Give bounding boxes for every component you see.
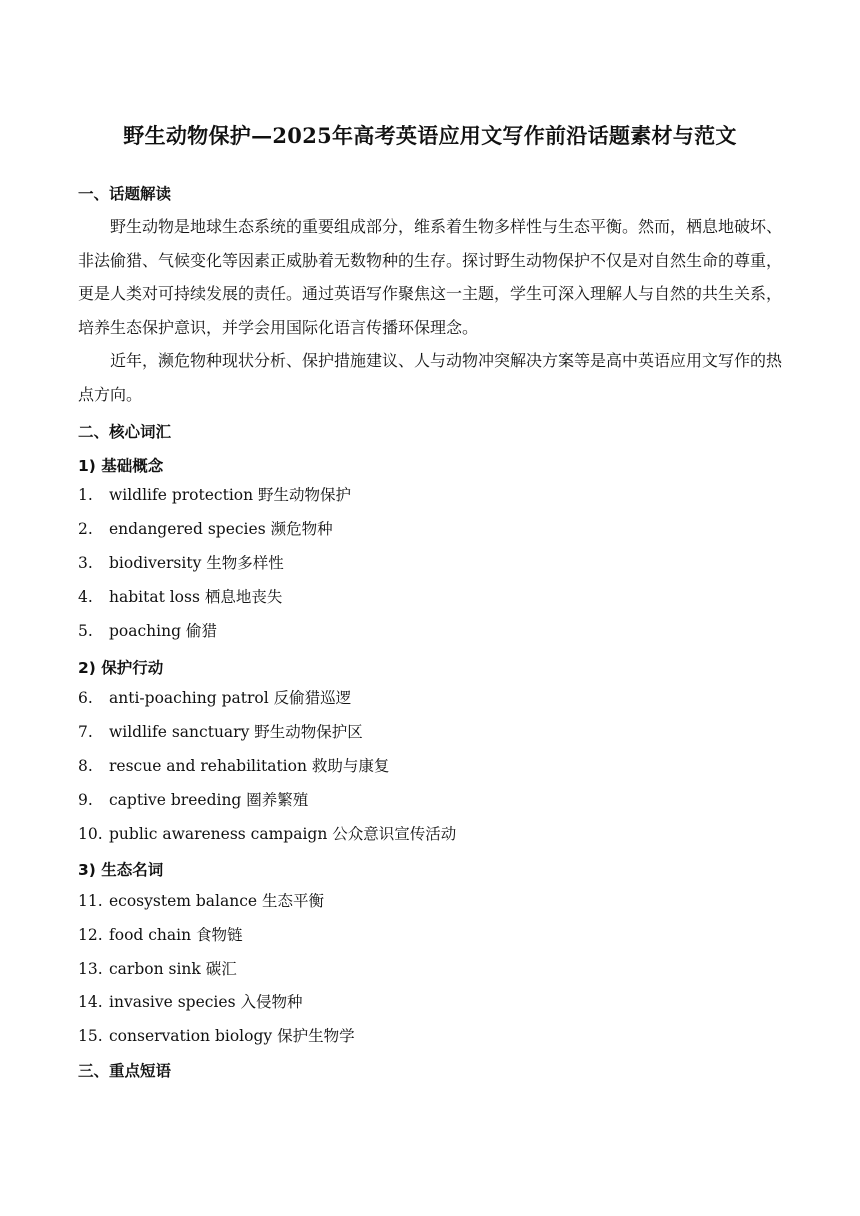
vocab-item-number: 1. [78,486,93,504]
vocab-item [78,483,351,507]
vocab-item-text: biodiversity 生物多样性 [109,554,284,572]
vocab-item [78,990,302,1014]
vocab-item-text: invasive species 入侵物种 [109,993,303,1011]
vocab-item-number: 13. [78,960,103,978]
vocab-item-number: 15. [78,1027,103,1045]
vocab-item [78,822,456,846]
vocab-group-title: 3) 生态名词 [78,861,164,879]
vocab-item-text: endangered species 濒危物种 [109,520,333,538]
vocab-item-text: conservation biology 保护生物学 [109,1027,355,1045]
vocab-item [78,1024,355,1048]
vocab-item-number: 3. [78,554,93,572]
vocab-item-number: 6. [78,689,93,707]
vocab-item-number: 4. [78,588,93,606]
vocab-item [78,686,351,710]
vocab-item [78,889,324,913]
document-title: 野生动物保护—2025年高考英语应用文写作前沿话题素材与范文 [123,123,737,148]
vocab-item-text: wildlife sanctuary 野生动物保护区 [109,723,363,741]
section-heading-vocabulary: 二、核心词汇 [78,423,172,441]
vocab-item-text: carbon sink 碳汇 [109,960,237,978]
vocab-item-text: captive breeding 圈养繁殖 [109,791,309,809]
vocab-item-text: public awareness campaign 公众意识宣传活动 [109,825,457,843]
vocab-item [78,754,389,778]
vocab-item [78,551,284,575]
vocab-item-number: 14. [78,993,103,1011]
vocab-item [78,517,333,541]
vocab-item-text: habitat loss 栖息地丧失 [109,588,283,606]
vocab-group-title: 1) 基础概念 [78,457,164,475]
vocab-item [78,923,243,947]
vocab-item [78,788,308,812]
vocab-item-number: 5. [78,622,93,640]
vocab-item-number: 7. [78,723,93,741]
vocab-item [78,720,363,744]
vocab-item-number: 12. [78,926,103,944]
vocab-item [78,619,217,643]
vocab-item-text: poaching 偷猎 [109,622,217,640]
vocab-item-text: ecosystem balance 生态平衡 [109,892,325,910]
section-heading-topic: 一、话题解读 [78,185,172,203]
vocab-item-text: food chain 食物链 [109,926,243,944]
vocab-group-title: 2) 保护行动 [78,659,164,677]
vocab-item-number: 10. [78,825,103,843]
vocab-item-text: rescue and rehabilitation 救助与康复 [109,757,390,775]
vocab-item-number: 2. [78,520,93,538]
section-heading-phrases: 三、重点短语 [78,1062,172,1080]
topic-paragraph-2: 近年，濒危物种现状分析、保护措施建议、人与动物冲突解决方案等是高中英语应用文写作的热点方向。 [78,351,783,404]
vocab-item-number: 8. [78,757,93,775]
vocab-item-number: 11. [78,892,103,910]
vocab-item [78,957,237,981]
vocab-item-number: 9. [78,791,93,809]
vocab-item-text: wildlife protection 野生动物保护 [109,486,352,504]
vocab-item-text: anti-poaching patrol 反偷猎巡逻 [109,689,352,707]
vocab-item [78,585,282,609]
topic-paragraph-1: 野生动物是地球生态系统的重要组成部分，维系着生物多样性与生态平衡。然而，栖息地破坏、非法偷猎、气候变化等因素正威胁着无数物种的生存。探讨野生动物保护不仅是对自然生命的尊重，更是人类对可持续发展的责任。通过英语写作聚焦这一主题，学生可深入理解人与自然的共生关系，培养生态保护意识，并学会用国际化语言传播环保理念。 [78,217,783,337]
